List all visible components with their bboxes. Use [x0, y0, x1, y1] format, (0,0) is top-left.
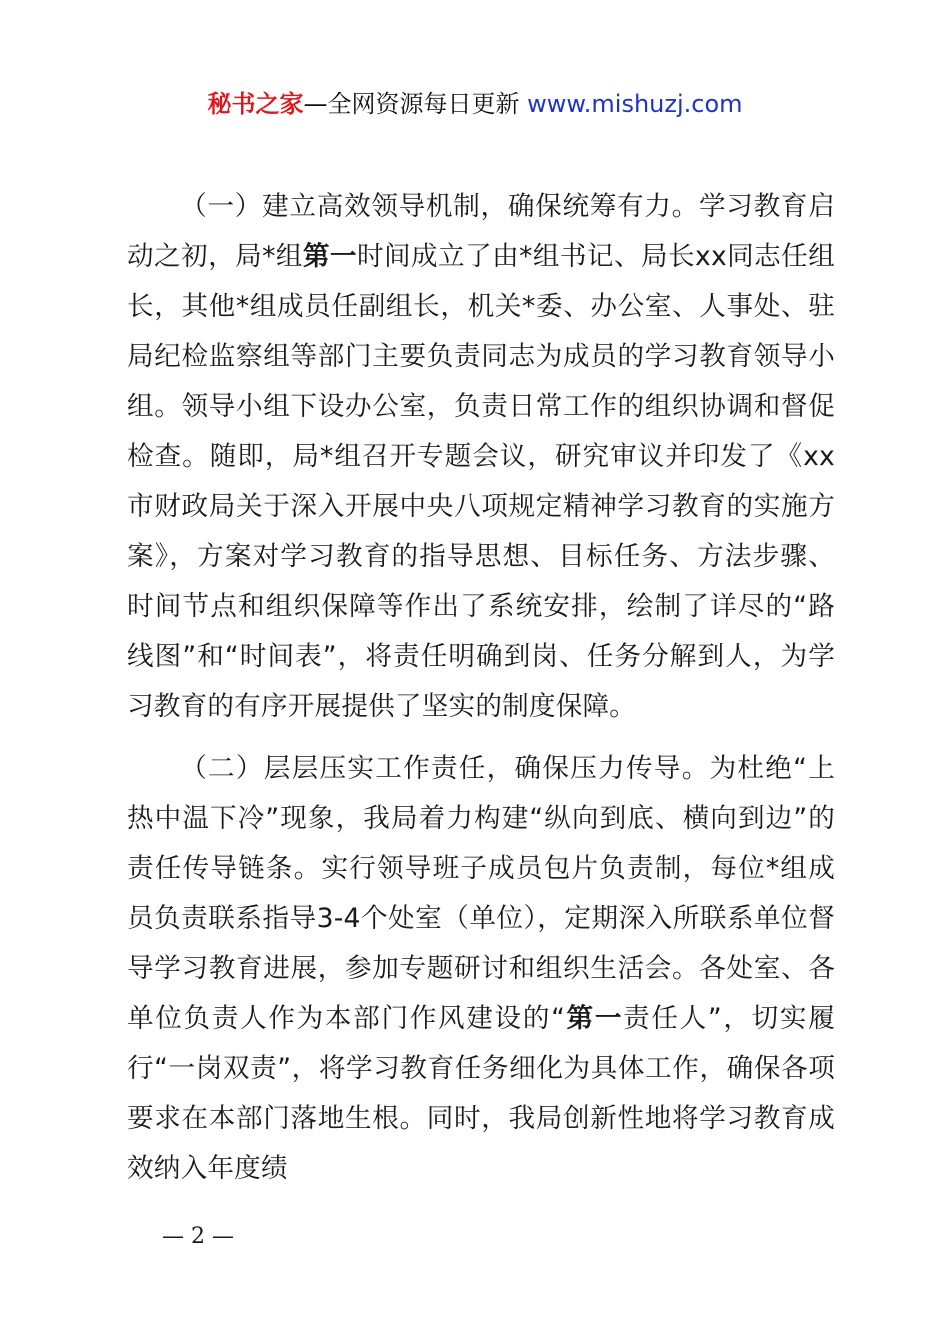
bold-emphasis: 第一 [302, 241, 357, 272]
site-url-link[interactable]: www.mishuzj.com [527, 90, 743, 118]
paragraph-2 [127, 744, 835, 1194]
paragraph-text: （二）层层压实工作责任，确保压力传导。为杜绝“上热中温下冷”现象，我局着力构建“纵向到底、横向到边”的责任传导链条。实行领导班子成员包片负责制，每位*组成员负责联系指导3-4个处室（单位），定期深入所联系单位督导学习教育进展，参加专题研讨和组织生活会。各处室、各单位负责人作为本部门作风建设的“ [127, 753, 835, 1034]
paragraph-text: （一）建立高效领导机制，确保统筹有力。学习教育启动之初，局*组 [127, 191, 835, 272]
site-header [0, 86, 950, 122]
site-tagline: 全网资源每日更新 [327, 90, 520, 118]
paragraph-1 [127, 182, 835, 732]
paragraph-text: 时间成立了由*组书记、局长xx同志任组长，其他*组成员任副组长，机关*委、办公室、人事处、驻局纪检监察组等部门主要负责同志为成员的学习教育领导小组。领导小组下设办公室，负责日常工作的组织协调和督促检查。随即，局*组召开专题会议，研究审议并印发了《xx市财政局关于深入开展中央八项规定精神学习教育的实施方案》，方案对学习教育的指导思想、目标任务、方法步骤、时间节点和组织保障等作出了系统安排，绘制了详尽的“路线图”和“时间表”，将责任明确到岗、任务分解到人，为学习教育的有序开展提供了坚实的制度保障。 [127, 241, 836, 722]
bold-emphasis: 第一 [565, 1003, 624, 1034]
document-body [127, 182, 835, 1194]
header-separator: — [303, 90, 328, 118]
site-brand: 秘书之家 [207, 90, 304, 118]
paragraph-text: 责任人”，切实履行“一岗双责”，将学习教育任务细化为具体工作，确保各项要求在本部门落地生根。同时，我局创新性地将学习教育成效纳入年度绩 [127, 1003, 835, 1184]
page-number: — 2 — [162, 1224, 234, 1249]
